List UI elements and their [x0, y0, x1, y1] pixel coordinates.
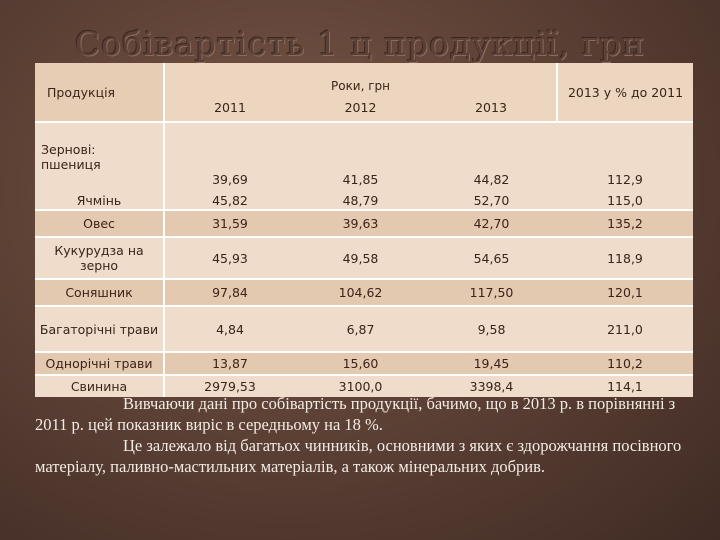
value-cell: 120,1: [557, 279, 693, 306]
table-row: [35, 279, 693, 306]
value-cell: 3398,4: [426, 375, 557, 397]
value-cell: 104,62: [295, 279, 426, 306]
cost-table: [35, 63, 693, 397]
table-row: [35, 352, 693, 375]
header-year-2013: 2013: [426, 63, 557, 122]
value-cell: 48,79: [295, 191, 426, 210]
analysis-paragraph-1: Вивчаючи дані про собівартість продукції, бачимо, що в 2013 р. в порівнянні з 2011 р. цей показник виріс в середньому на 18 %.: [35, 394, 676, 434]
value-cell: 54,65: [426, 237, 557, 279]
product-cell: Свинина: [35, 375, 164, 397]
slide-title: Собівартість 1 ц продукції, грн: [74, 24, 646, 63]
value-cell: 45,93: [164, 237, 295, 279]
value-cell: 114,1: [557, 375, 693, 397]
value-cell: 135,2: [557, 210, 693, 237]
value-cell: 211,0: [557, 306, 693, 352]
product-cell: Овес: [35, 210, 164, 237]
table-header-row: [35, 63, 693, 122]
value-cell: 118,9: [557, 237, 693, 279]
value-cell: 13,87: [164, 352, 295, 375]
product-cell: Кукурудза на зерно: [35, 237, 164, 279]
product-cell: Однорічні трави: [35, 352, 164, 375]
header-ratio: 2013 у % до 2011: [557, 63, 693, 122]
header-years-group: Роки, грн: [330, 79, 391, 93]
value-cell: 31,59: [164, 210, 295, 237]
table-row: [35, 237, 693, 279]
header-year-2012-group: [295, 63, 426, 122]
value-cell: 39,63: [295, 210, 426, 237]
value-cell: 52,70: [426, 191, 557, 210]
product-cell: Зернові: пшениця: [35, 122, 164, 191]
header-year-2011: 2011: [164, 63, 295, 122]
value-cell: 49,58: [295, 237, 426, 279]
value-cell: 112,9: [557, 122, 693, 191]
table-row: [35, 210, 693, 237]
analysis-text: [35, 393, 695, 477]
value-cell: 41,85: [295, 122, 426, 191]
value-cell: 4,84: [164, 306, 295, 352]
value-cell: 2979,53: [164, 375, 295, 397]
value-cell: 42,70: [426, 210, 557, 237]
product-cell: Ячмінь: [35, 191, 164, 210]
value-cell: 39,69: [164, 122, 295, 191]
product-cell: Багаторічні трави: [35, 306, 164, 352]
value-cell: 19,45: [426, 352, 557, 375]
value-cell: 15,60: [295, 352, 426, 375]
analysis-paragraph-2: Це залежало від багатьох чинників, основними з яких є здорожчання посівного матеріалу, паливно-мастильних матеріалів, а також мінеральних добрив.: [35, 436, 682, 476]
table-row: [35, 306, 693, 352]
value-cell: 3100,0: [295, 375, 426, 397]
product-cell: Соняшник: [35, 279, 164, 306]
value-cell: 6,87: [295, 306, 426, 352]
value-cell: 117,50: [426, 279, 557, 306]
header-year-2012: 2012: [344, 100, 377, 115]
value-cell: 9,58: [426, 306, 557, 352]
value-cell: 45,82: [164, 191, 295, 210]
table-row: [35, 191, 693, 210]
header-product: Продукція: [35, 63, 164, 122]
value-cell: 115,0: [557, 191, 693, 210]
value-cell: 97,84: [164, 279, 295, 306]
value-cell: 44,82: [426, 122, 557, 191]
value-cell: 110,2: [557, 352, 693, 375]
table-row: [35, 122, 693, 191]
